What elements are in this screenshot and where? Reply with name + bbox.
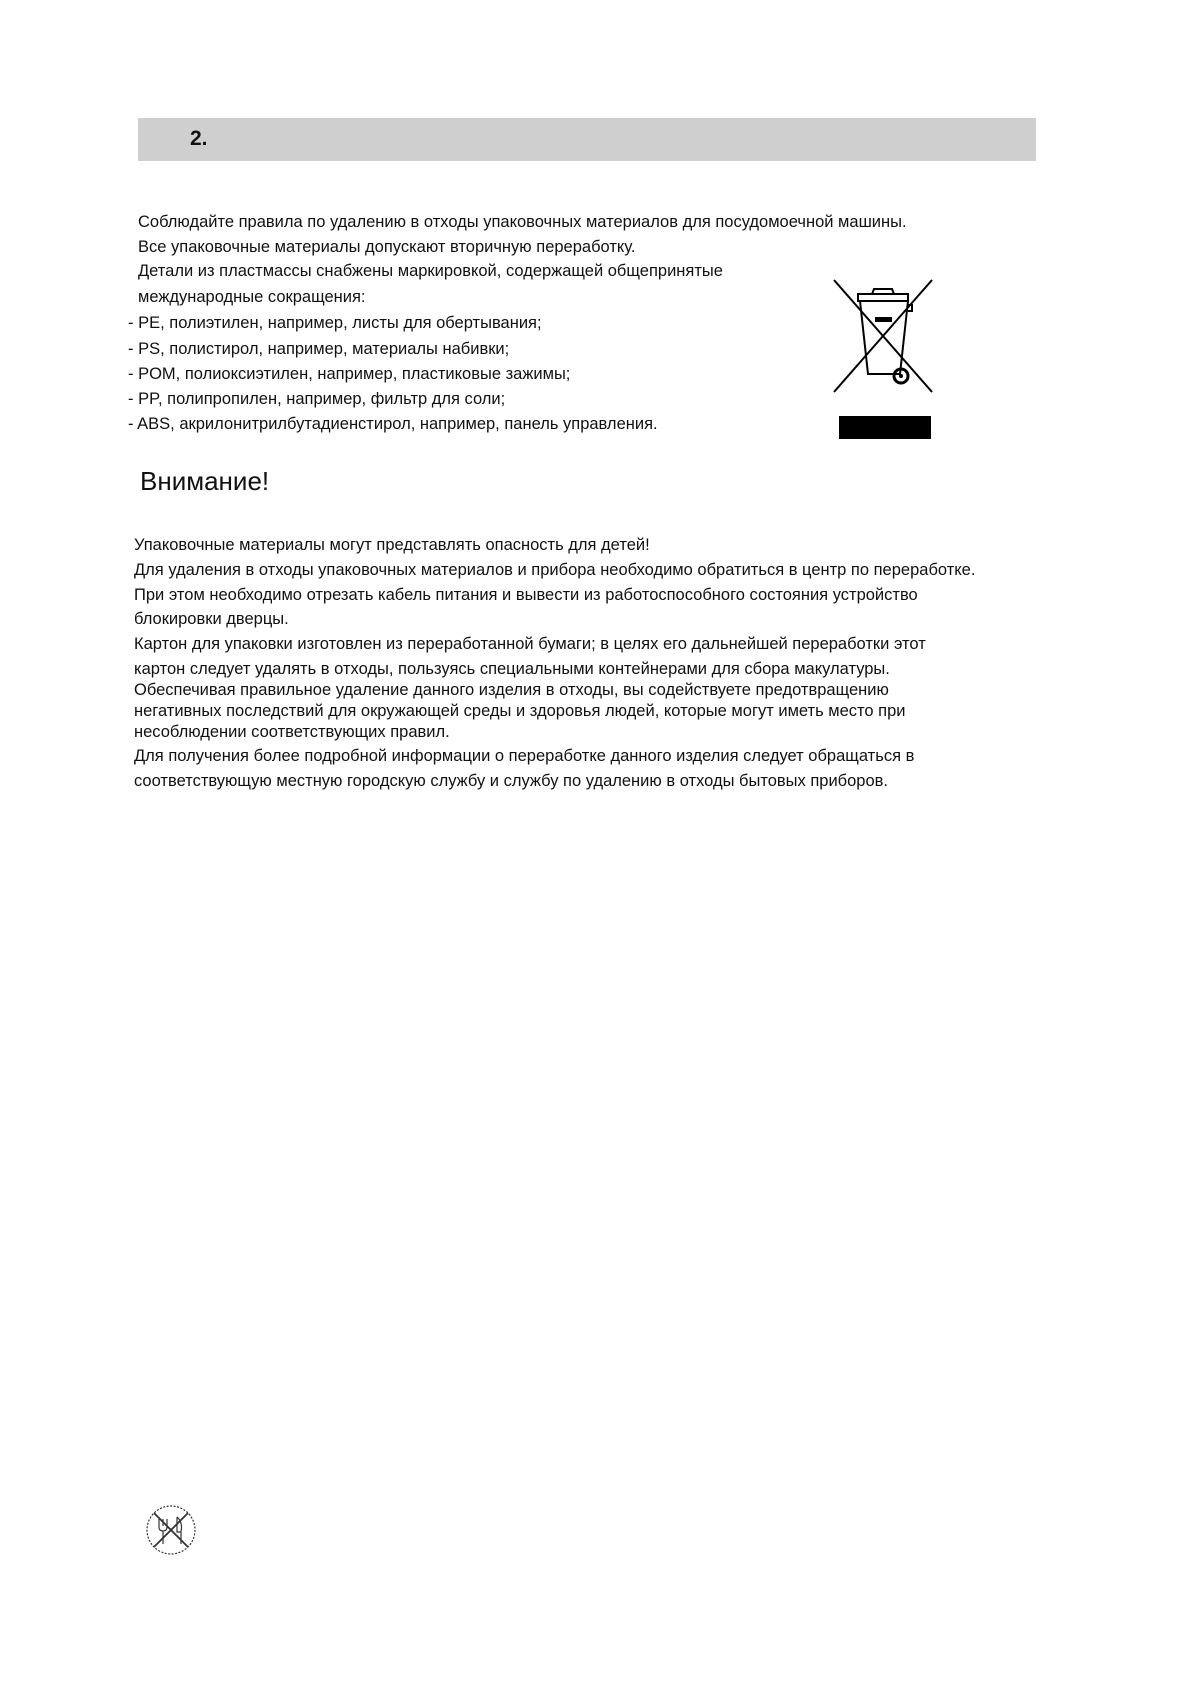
warning-line: соответствующую местную городскую службу и службу по удалению в отходы бытовых приборов. — [134, 772, 888, 790]
warning-line: блокировки дверцы. — [134, 610, 289, 628]
intro-line: международные сокращения: — [138, 288, 366, 306]
section-header-bar — [138, 118, 1036, 161]
plastic-item-pe: - PE, полиэтилен, например, листы для обертывания; — [128, 314, 542, 332]
warning-line: Упаковочные материалы могут представлять опасность для детей! — [134, 536, 650, 554]
plastic-item-pp: - PP, полипропилен, например, фильтр для соли; — [128, 390, 506, 408]
plastic-item-abs: - ABS, акрилонитрилбутадиенстирол, например, панель управления. — [128, 415, 658, 433]
warning-line: несоблюдении соответствующих правил. — [134, 723, 450, 741]
warning-line: Для удаления в отходы упаковочных материалов и прибора необходимо обратиться в центр по переработке. — [134, 561, 976, 579]
warning-line: Обеспечивая правильное удаление данного изделия в отходы, вы содействуете предотвращению — [134, 681, 889, 699]
warning-line: При этом необходимо отрезать кабель питания и вывести из работоспособного состояния устройство — [134, 586, 918, 604]
not-for-food-icon — [145, 1504, 197, 1556]
intro-line: Детали из пластмассы снабжены маркировкой, содержащей общепринятые — [138, 262, 723, 280]
black-bar-mark — [839, 416, 931, 439]
intro-line: Соблюдайте правила по удалению в отходы упаковочных материалов для посудомоечной машины. — [138, 213, 907, 231]
warning-line: Для получения более подробной информации о переработке данного изделия следует обращаться в — [134, 747, 915, 765]
warning-line: негативных последствий для окружающей среды и здоровья людей, которые могут иметь место при — [134, 702, 906, 720]
crossed-out-wheelie-bin-icon — [830, 276, 936, 396]
section-number: 2. — [190, 127, 208, 150]
warning-heading: Внимание! — [140, 466, 270, 496]
plastic-item-ps: - PS, полистирол, например, материалы набивки; — [128, 340, 510, 358]
warning-line: картон следует удалять в отходы, пользуясь специальными контейнерами для сбора макулатуры. — [134, 660, 890, 678]
intro-line: Все упаковочные материалы допускают вторичную переработку. — [138, 238, 636, 256]
plastic-item-pom: - POM, полиоксиэтилен, например, пластиковые зажимы; — [128, 365, 571, 383]
warning-line: Картон для упаковки изготовлен из переработанной бумаги; в целях его дальнейшей переработки этот — [134, 635, 926, 653]
